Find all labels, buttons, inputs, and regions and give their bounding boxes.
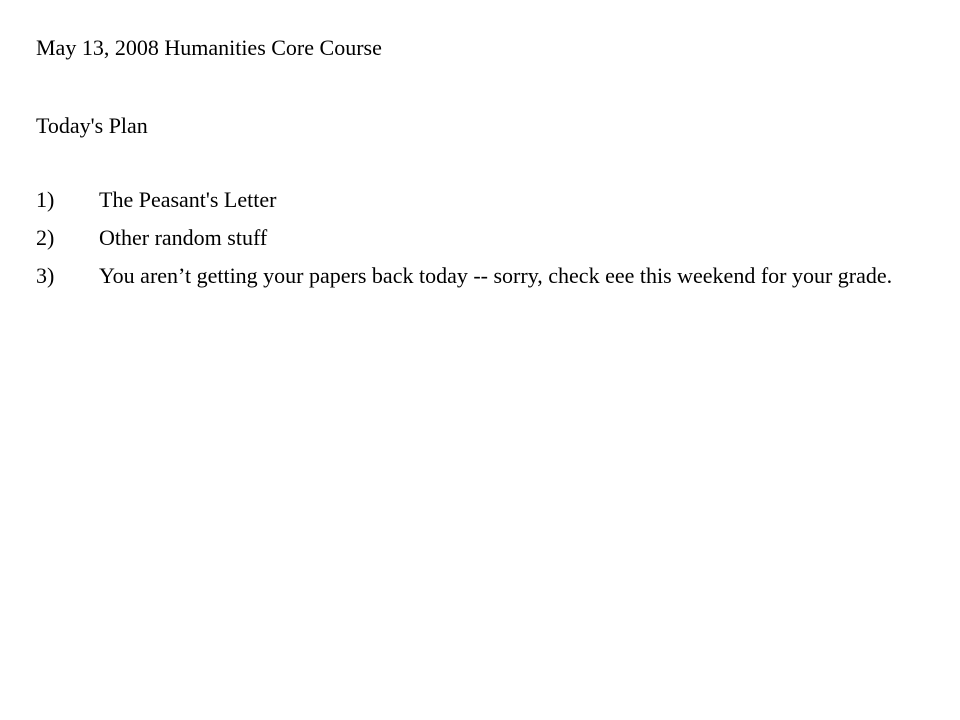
list-item-number: 2) <box>36 225 55 250</box>
list-item <box>36 185 916 215</box>
slide-header: May 13, 2008 Humanities Core Course <box>36 35 382 60</box>
list-item-text: You aren’t getting your papers back today -- sorry, check eee this weekend for your grade. <box>99 263 893 288</box>
list-item-number: 3) <box>36 263 55 288</box>
list-item-text: Other random stuff <box>99 225 268 250</box>
list-item <box>36 223 916 253</box>
list-item <box>36 261 916 291</box>
list-item-text: The Peasant's Letter <box>99 187 277 212</box>
plan-list <box>36 185 916 299</box>
list-item-number: 1) <box>36 187 55 212</box>
slide-subtitle: Today's Plan <box>36 113 148 138</box>
